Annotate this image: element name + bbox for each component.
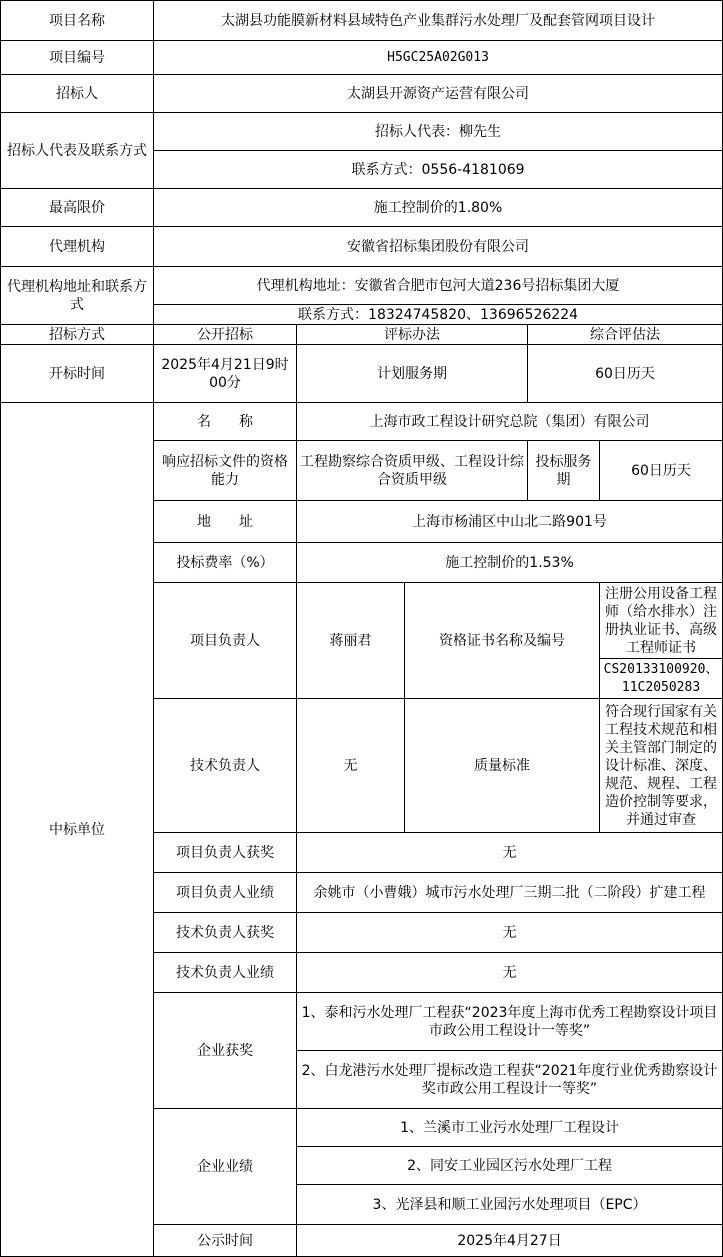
publicity-label: 公示时间 — [154, 1225, 297, 1257]
service-value: 60日历天 — [600, 441, 723, 501]
corp-award-label: 企业获奖 — [154, 993, 297, 1109]
rate-value: 施工控制价的1.53% — [297, 543, 723, 583]
corp-perf-label: 企业业绩 — [154, 1109, 297, 1225]
row-project-code — [1, 41, 723, 75]
address-label: 地 址 — [154, 501, 297, 543]
corp-perf-item: 1、兰溪市工业污水处理厂工程设计 — [297, 1109, 723, 1147]
tech-perf-value: 无 — [297, 953, 723, 993]
rate-label: 投标费率（%） — [154, 543, 297, 583]
quality-value: 符合现行国家有关工程技术规范和相关主管部门制定的设计标准、深度、规范、规程、工程造价控制等要求，并通过审查 — [600, 699, 723, 833]
tenderer-value: 太湖县开源资产运营有限公司 — [154, 75, 723, 113]
winner-label: 中标单位 — [1, 403, 154, 1257]
service-label: 投标服务期 — [528, 441, 600, 501]
opening-label: 开标时间 — [1, 345, 154, 403]
row-agency — [1, 227, 723, 267]
tech-perf-label: 技术负责人业绩 — [154, 953, 297, 993]
row-method — [1, 325, 723, 345]
tech-label: 技术负责人 — [154, 699, 297, 833]
project-code-label: 项目编号 — [1, 41, 154, 75]
cert-no: CS20133100920、11C2050283 — [600, 659, 723, 699]
agency-value: 安徽省招标集团股份有限公司 — [154, 227, 723, 267]
tech-award-label: 技术负责人获奖 — [154, 913, 297, 953]
max-price-label: 最高限价 — [1, 189, 154, 227]
tech-value: 无 — [297, 699, 405, 833]
corp-award-item: 2、白龙港污水处理厂提标改造工程获“2021年度行业优秀勘察设计奖市政公用工程设计一等奖” — [297, 1051, 723, 1109]
tech-award-value: 无 — [297, 913, 723, 953]
pm-award-value: 无 — [297, 833, 723, 873]
period-label: 计划服务期 — [297, 345, 528, 403]
publicity-value: 2025年4月27日 — [297, 1225, 723, 1257]
project-name-value: 太湖县功能膜新材料县域特色产业集群污水处理厂及配套管网项目设计 — [154, 1, 723, 41]
pm-value: 蒋丽君 — [297, 583, 405, 699]
agency-address: 代理机构地址：安徽省合肥市包河大道236号招标集团大厦 — [154, 267, 723, 305]
method-label: 招标方式 — [1, 325, 154, 345]
quality-label: 质量标准 — [405, 699, 600, 833]
pm-perf-label: 项目负责人业绩 — [154, 873, 297, 913]
eval-value: 综合评估法 — [528, 325, 723, 345]
pm-label: 项目负责人 — [154, 583, 297, 699]
row-winner-name — [1, 403, 723, 441]
tenderer-label: 招标人 — [1, 75, 154, 113]
row-max-price — [1, 189, 723, 227]
row-tenderer — [1, 75, 723, 113]
row-agency-address — [1, 267, 723, 305]
opening-value: 2025年4月21日9时00分 — [154, 345, 297, 403]
eval-label: 评标办法 — [297, 325, 528, 345]
winner-name-label: 名 称 — [154, 403, 297, 441]
row-tenderer-rep — [1, 113, 723, 151]
row-project-name — [1, 1, 723, 41]
row-opening — [1, 345, 723, 403]
max-price-value: 施工控制价的1.80% — [154, 189, 723, 227]
tenderer-phone: 联系方式：0556-4181069 — [154, 151, 723, 189]
method-value: 公开招标 — [154, 325, 297, 345]
pm-perf-value: 余姚市（小曹娥）城市污水处理厂三期二批（二阶段）扩建工程 — [297, 873, 723, 913]
project-name-label: 项目名称 — [1, 1, 154, 41]
cert-label: 资格证书名称及编号 — [405, 583, 600, 699]
cert-name: 注册公用设备工程师（给水排水）注册执业证书、高级工程师证书 — [600, 583, 723, 659]
qualification-label: 响应招标文件的资格能力 — [154, 441, 297, 501]
agency-label: 代理机构 — [1, 227, 154, 267]
corp-award-item: 1、泰和污水处理厂工程获“2023年度上海市优秀工程勘察设计项目市政公用工程设计一等奖” — [297, 993, 723, 1051]
tenderer-contact-label: 招标人代表及联系方式 — [1, 113, 154, 189]
corp-perf-item: 3、光泽县和顺工业园污水处理项目（EPC） — [297, 1185, 723, 1225]
agency-contact-label: 代理机构地址和联系方式 — [1, 267, 154, 325]
address-value: 上海市杨浦区中山北二路901号 — [297, 501, 723, 543]
agency-phone: 联系方式：18324745820、13696526224 — [154, 305, 723, 325]
qualification-value: 工程勘察综合资质甲级、工程设计综合资质甲级 — [297, 441, 528, 501]
pm-award-label: 项目负责人获奖 — [154, 833, 297, 873]
project-code-value: H5GC25A02G013 — [154, 41, 723, 75]
corp-perf-item: 2、同安工业园区污水处理厂工程 — [297, 1147, 723, 1185]
winner-name: 上海市政工程设计研究总院（集团）有限公司 — [297, 403, 723, 441]
tenderer-rep: 招标人代表：柳先生 — [154, 113, 723, 151]
period-value: 60日历天 — [528, 345, 723, 403]
